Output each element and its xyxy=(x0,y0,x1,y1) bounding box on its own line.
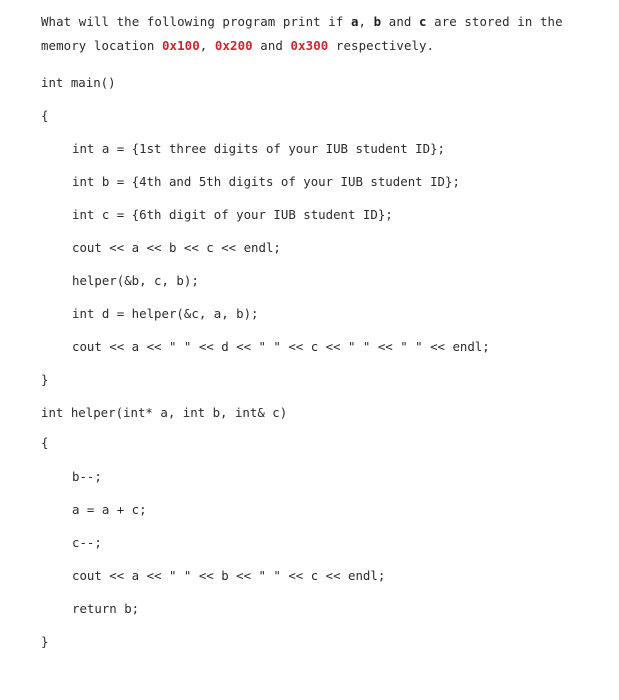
main-close-brace: } xyxy=(41,372,49,387)
question-part-2: are stored in the memory location xyxy=(41,14,563,53)
code-line-declare-c: int c = {6th digit of your IUB student ID}; xyxy=(72,207,393,222)
variable-a: a xyxy=(350,14,359,29)
code-line-helper-call: helper(&b, c, b); xyxy=(72,273,199,288)
question-separator: , xyxy=(358,14,374,29)
variable-c: c xyxy=(419,14,427,29)
main-signature: int main() xyxy=(41,75,116,90)
code-line-cout-1: cout << a << b << c << endl; xyxy=(72,240,281,255)
question-separator: and xyxy=(252,38,291,53)
variable-b: b xyxy=(373,14,382,29)
question-text xyxy=(41,10,601,58)
code-line-declare-a: int a = {1st three digits of your IUB student ID}; xyxy=(72,141,445,156)
question-separator: , xyxy=(199,38,215,53)
question-part-1: What will the following program print if xyxy=(41,14,351,29)
code-line-decrement-c: c--; xyxy=(72,535,102,550)
address-b: 0x200 xyxy=(214,38,253,53)
helper-open-brace: { xyxy=(41,435,49,450)
main-open-brace: { xyxy=(41,108,49,123)
code-line-declare-d: int d = helper(&c, a, b); xyxy=(72,306,259,321)
address-c: 0x300 xyxy=(290,38,329,53)
helper-close-brace: } xyxy=(41,634,49,649)
address-a: 0x100 xyxy=(161,38,200,53)
code-line-decrement-b: b--; xyxy=(72,469,102,484)
code-line-cout-3: cout << a << " " << b << " " << c << endl; xyxy=(72,568,386,583)
code-line-declare-b: int b = {4th and 5th digits of your IUB student ID}; xyxy=(72,174,460,189)
code-line-cout-2: cout << a << " " << d << " " << c << " " << " " << endl; xyxy=(72,339,490,354)
code-line-return: return b; xyxy=(72,601,140,616)
question-separator: and xyxy=(381,14,420,29)
helper-signature: int helper(int* a, int b, int& c) xyxy=(41,405,288,420)
code-line-assign-a: a = a + c; xyxy=(72,502,147,517)
question-part-3: respectively. xyxy=(328,38,435,53)
